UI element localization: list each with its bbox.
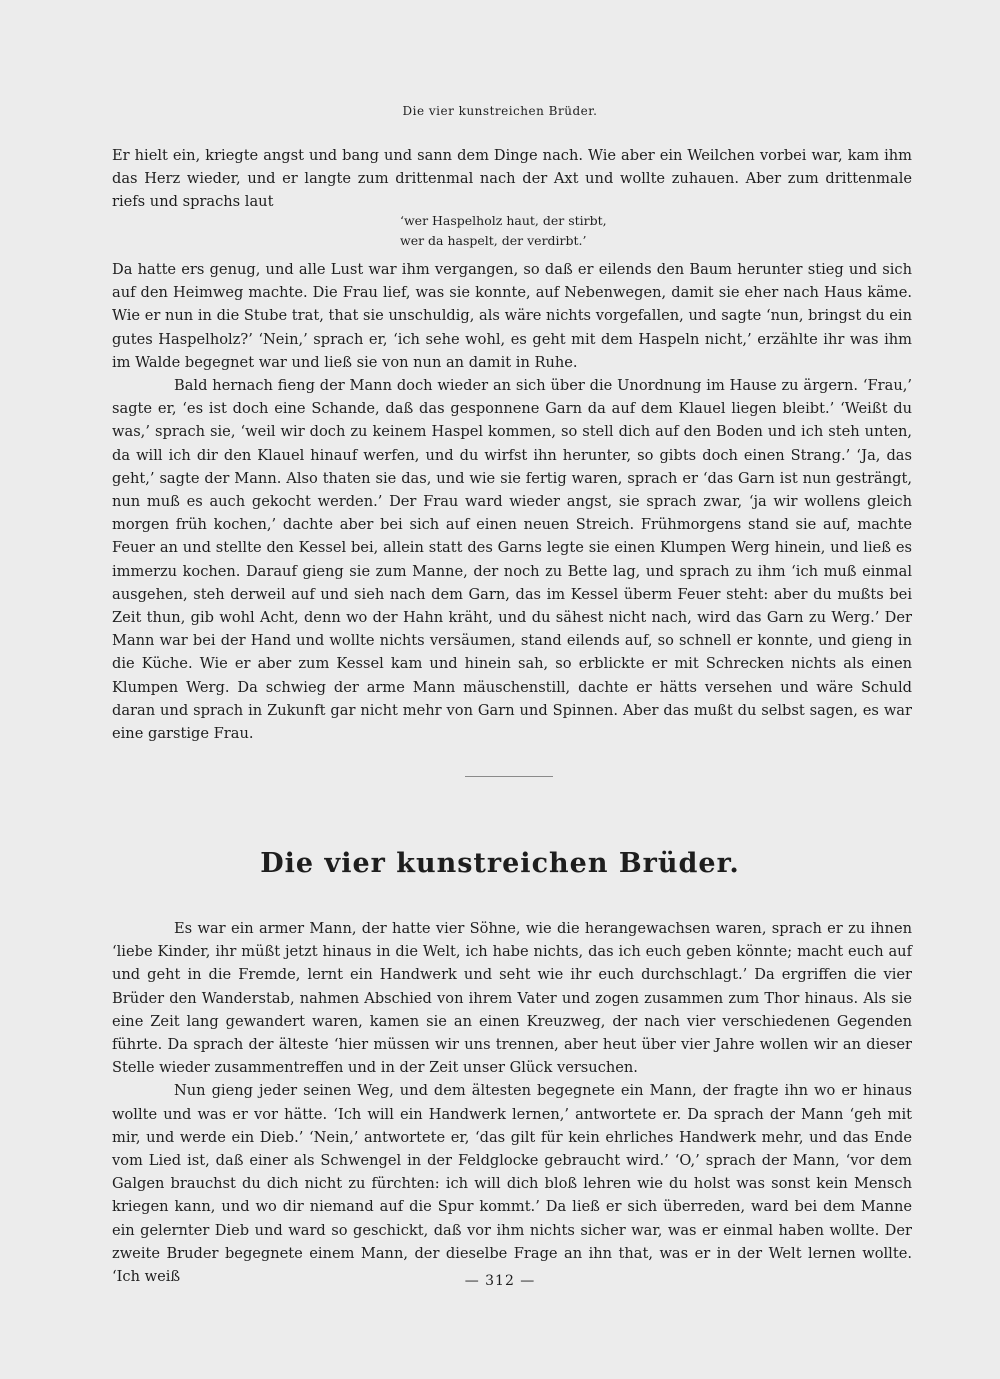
running-head: Die vier kunstreichen Brüder. <box>402 104 598 118</box>
paragraph: Es war ein armer Mann, der hatte vier Söhne, wie die herangewachsen waren, sprach er zu ihnen ‘liebe Kinder, ihr müßt jetzt hinaus in die Welt, ich habe nichts, das ich euch geben könnte; macht euch auf und geht in die Fremde, lernt ein Handwerk und seht wie ihr euch durchschlagt.’ Da ergriffen die vier Brüder den Wanderstab, nahmen Abschied von ihrem Vater und zogen zusammen zum Thor hinaus. Als sie eine Zeit lang gewandert waren, kamen sie an einen Kreuzweg, der nach vier verschiedenen Gegenden führte. Da sprach der älteste ‘hier müssen wir uns trennen, aber heut über vier Jahre wollen wir an dieser Stelle wieder zusammentreffen und in der Zeit unser Glück versuchen. <box>112 920 912 1077</box>
verse-line: wer da haspelt, der verdirbt.’ <box>400 233 587 248</box>
verse-line: ‘wer Haspelholz haut, der stirbt, <box>400 213 607 228</box>
text-block-chapter <box>112 917 912 1288</box>
text-block-middle <box>112 258 912 745</box>
paragraph: Nun gieng jeder seinen Weg, und dem ältesten begegnete ein Mann, der fragte ihn wo er hinaus wollte und was er vor hätte. ‘Ich will ein Handwerk lernen,’ antwortete er. Da sprach der Mann ‘geh mit mir, und werde ein Dieb.’ ‘Nein,’ antwortete er, ‘das gilt für kein ehrliches Handwerk mehr, und das Ende vom Lied ist, daß einer als Schwengel in der Feldglocke gebraucht wird.’ ‘O,’ sprach der Mann, ‘vor dem Galgen brauchst du dich nicht zu fürchten: ich will dich bloß lehren wie du holst was sonst kein Mensch kriegen kann, und wo dir niemand auf die Spur kommt.’ Da ließ er sich überreden, ward bei dem Manne ein gelernter Dieb und ward so geschickt, daß vor ihm nichts sicher war, was er einmal haben wollte. Der zweite Bruder begegnete einem Mann, der dieselbe Frage an ihn that, was er in der Welt lernen wollte. ‘Ich weiß <box>112 1082 912 1286</box>
verse-quote <box>400 211 607 251</box>
paragraph: Da hatte ers genug, und alle Lust war ihm vergangen, so daß er eilends den Baum herunter stieg und sich auf den Heimweg machte. Die Frau lief, was sie konnte, auf Nebenwegen, damit sie eher nach Haus käme. Wie er nun in die Stube trat, that sie unschuldig, als wäre nichts vorgefallen, und sagte ‘nun, bringst du ein gutes Haspelholz?’ ‘Nein,’ sprach er, ‘ich sehe wohl, es geht mit dem Haspeln nicht,’ erzählte ihr was ihm im Walde begegnet war und ließ sie von nun an damit in Ruhe. <box>112 261 912 371</box>
paragraph: Bald hernach fieng der Mann doch wieder an sich über die Unordnung im Hause zu ärgern. ‘Frau,’ sagte er, ‘es ist doch eine Schande, daß das gesponnene Garn da auf dem Klauel liegen bleibt.’ ‘Weißt du was,’ sprach sie, ‘weil wir doch zu keinem Haspel kommen, so stell dich auf den Boden und ich steh unten, da will ich dir den Klauel hinauf werfen, und du wirfst ihn herunter, so gibts doch einen Strang.’ ‘Ja, das geht,’ sagte der Mann. Also thaten sie das, und wie sie fertig waren, sprach er ‘das Garn ist nun gesträngt, nun muß es auch gekocht werden.’ Der Frau ward wieder angst, sie sprach zwar, ‘ja wir wollens gleich morgen früh kochen,’ dachte aber bei sich auf einen neuen Streich. Frühmorgens stand sie auf, machte Feuer an und stellte den Kessel bei, allein statt des Garns legte sie einen Klumpen Werg hinein, und ließ es immerzu kochen. Darauf gieng sie zum Manne, der noch zu Bette lag, und sprach zu ihm ‘ich muß einmal ausgehen, steh derweil auf und sieh nach dem Garn, das im Kessel überm Feuer steht: aber du mußts bei Zeit thun, gib wohl Acht, denn wo der Hahn kräht, und du sähest nicht nach, wird das Garn zu Werg.’ Der Mann war bei der Hand und wollte nichts versäumen, stand eilends auf, so schnell er konnte, und gieng in die Küche. Wie er aber zum Kessel kam und hinein sah, so erblickte er mit Schrecken nichts als einen Klumpen Werg. Da schwieg der arme Mann mäuschenstill, dachte er hätts versehen und wäre Schuld daran und sprach in Zukunft gar nicht mehr von Garn und Spinnen. Aber das mußt du selbst sagen, es war eine garstige Frau. <box>112 377 912 743</box>
text-block-top <box>112 144 912 214</box>
section-divider <box>465 776 553 777</box>
paragraph: Er hielt ein, kriegte angst und bang und sann dem Dinge nach. Wie aber ein Weilchen vorbei war, kam ihm das Herz wieder, und er langte zum drittenmal nach der Axt und wollte zuhauen. Aber zum drittenmale riefs und sprachs laut <box>112 147 912 211</box>
page-number: — 312 — <box>464 1273 536 1289</box>
chapter-title: Die vier kunstreichen Brüder. <box>260 848 740 879</box>
